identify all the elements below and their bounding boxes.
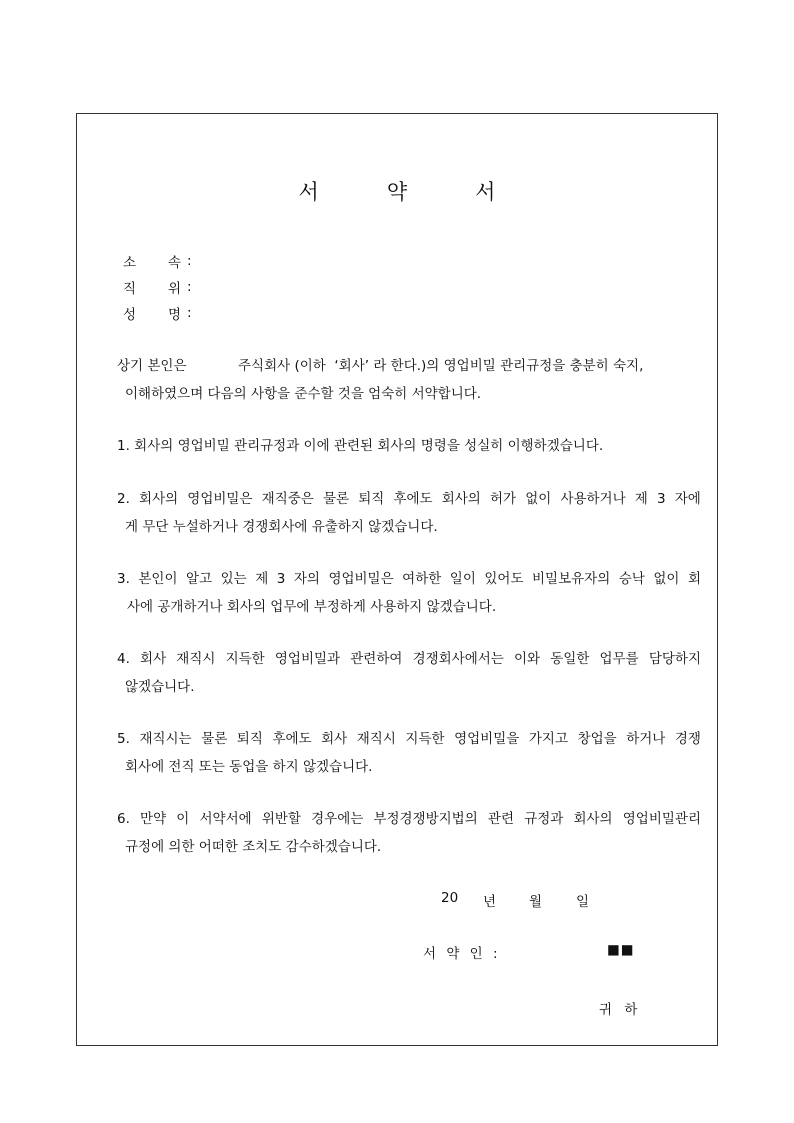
info-label-char: 성 (123, 307, 137, 323)
document-title (77, 176, 717, 206)
clause-line: 3. 본인이 알고 있는 제 3 자의 영업비밀은 여하한 일이 있어도 비밀보유자의 승낙 없이 회 (117, 571, 701, 587)
clause-1 (117, 432, 701, 460)
info-label-char: 명 (167, 307, 181, 323)
intro-line: 이해하였으며 다음의 사항을 준수할 것을 엄숙히 서약합니다. (125, 386, 482, 402)
intro-line: 상기 본인은 주식회사 (이하 ‘회사’ 라 한다.)의 영업비밀 관리규정을 충분히 숙지, (117, 358, 644, 374)
title-char: 서 (298, 180, 319, 204)
info-label-char: 속 (167, 255, 181, 271)
info-position (123, 274, 199, 300)
clause-line: 규정에 의한 어떠한 조치도 감수하겠습니다. (125, 839, 382, 855)
clause-3 (117, 565, 701, 621)
info-colon: : (187, 279, 192, 295)
seal-mark: ■■ (607, 942, 635, 958)
clause-line: 회사에 전직 또는 동업을 하지 않겠습니다. (125, 759, 373, 775)
info-colon: : (187, 305, 192, 321)
signer-label: 서 약 인 : (423, 946, 501, 962)
document-frame (76, 113, 718, 1046)
clause-5 (117, 725, 701, 781)
clause-line: 게 무단 누설하거나 경쟁회사에 유출하지 않겠습니다. (125, 519, 438, 535)
clause-6 (117, 805, 701, 861)
info-label-char: 위 (167, 281, 181, 297)
intro-paragraph (117, 352, 701, 408)
date-day: 일 (576, 894, 590, 910)
info-affiliation (123, 248, 199, 274)
info-colon: : (187, 253, 192, 269)
date-month: 월 (529, 894, 543, 910)
addressee: 귀 하 (599, 1002, 642, 1018)
signer-info (123, 248, 199, 326)
info-name (123, 300, 199, 326)
title-char: 서 (475, 180, 496, 204)
clause-line: 않겠습니다. (125, 679, 195, 695)
date-year: 년 (483, 894, 497, 910)
info-label-char: 직 (123, 281, 137, 297)
date-year-prefix: 20 (441, 890, 459, 906)
clause-line: 2. 회사의 영업비밀은 재직중은 물론 퇴직 후에도 회사의 허가 없이 사용하거나 제 3 자에 (117, 491, 701, 507)
title-char: 약 (386, 180, 408, 204)
clause-line: 6. 만약 이 서약서에 위반할 경우에는 부정경쟁방지법의 관련 규정과 회사의 영업비밀관리 (117, 811, 701, 827)
clause-line: 5. 재직시는 물론 퇴직 후에도 회사 재직시 지득한 영업비밀을 가지고 창업을 하거나 경쟁 (117, 731, 701, 747)
clause-4 (117, 645, 701, 701)
info-label-char: 소 (123, 255, 137, 271)
clause-2 (117, 485, 701, 541)
clause-line: 4. 회사 재직시 지득한 영업비밀과 관련하여 경쟁회사에서는 이와 동일한 업무를 담당하지 (117, 651, 701, 667)
clause-line: 1. 회사의 영업비밀 관리규정과 이에 관련된 회사의 명령을 성실히 이행하겠습니다. (117, 438, 604, 454)
clause-line: 사에 공개하거나 회사의 업무에 부정하게 사용하지 않겠습니다. (127, 599, 497, 615)
